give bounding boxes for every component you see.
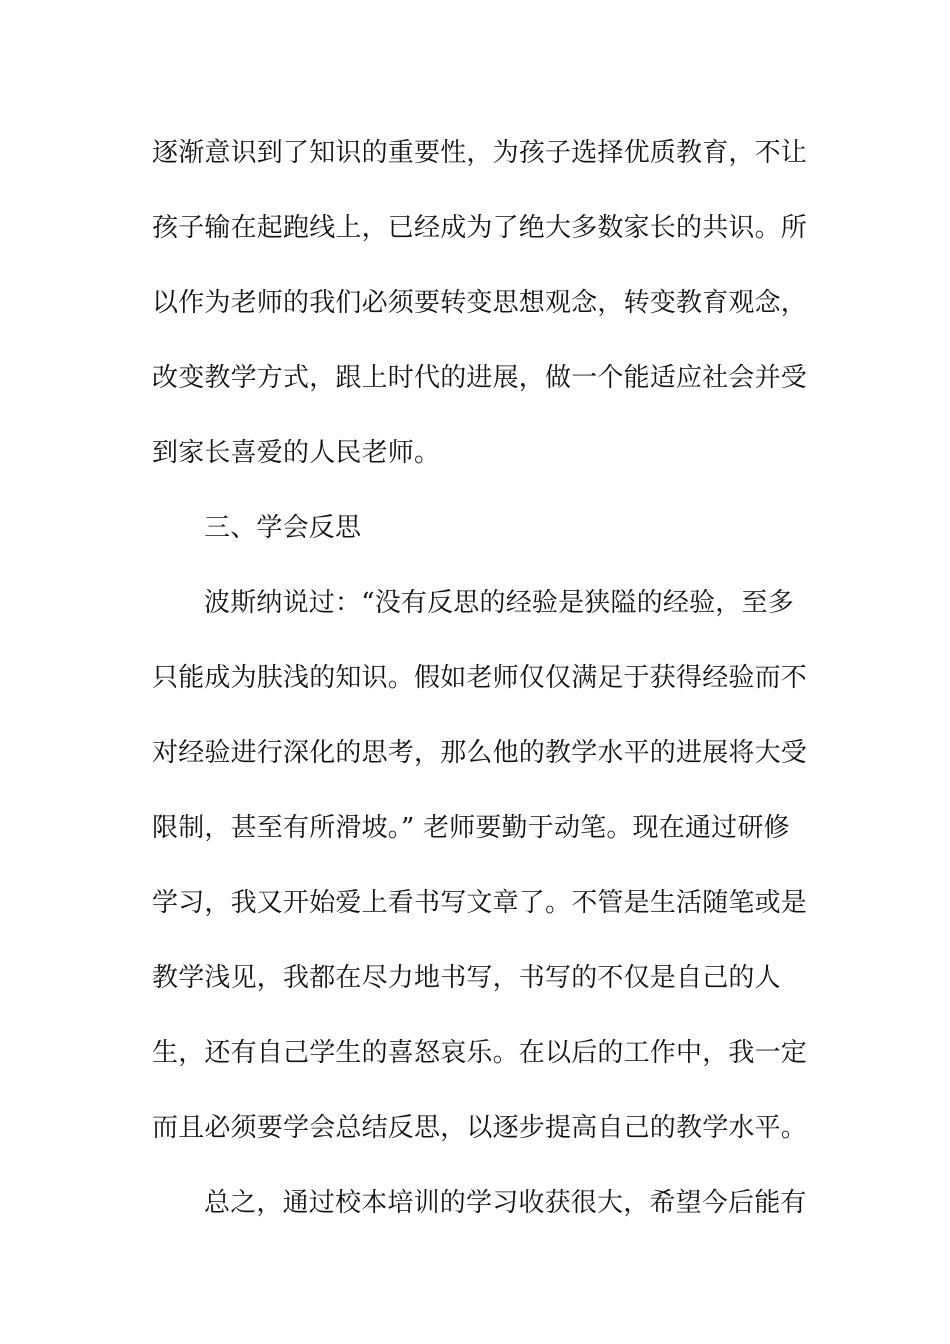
text-line-10: 限制，甚至有所滑坡。” 老师要勤于动笔。现在通过研修 <box>152 813 790 843</box>
text-line-3: 以作为老师的我们必须要转变思想观念，转变教育观念， <box>152 288 808 318</box>
text-line-9: 对经验进行深化的思考，那么他的教学水平的进展将大受 <box>152 738 808 768</box>
section-heading: 三、学会反思 <box>204 513 362 543</box>
text-line-14: 而且必须要学会总结反思，以逐步提高自己的教学水平。 <box>152 1113 808 1143</box>
text-line-13: 生，还有自己学生的喜怒哀乐。在以后的工作中，我一定 <box>152 1038 808 1068</box>
text-line-8: 只能成为肤浅的知识。假如老师仅仅满足于获得经验而不 <box>152 663 808 693</box>
text-line-1: 逐渐意识到了知识的重要性，为孩子选择优质教育，不让 <box>152 138 808 168</box>
text-line-11: 学习，我又开始爱上看书写文章了。不管是生活随笔或是 <box>152 888 808 918</box>
text-line-12: 教学浅见，我都在尽力地书写，书写的不仅是自己的人 <box>152 963 781 993</box>
text-line-4: 改变教学方式，跟上时代的进展，做一个能适应社会并受 <box>152 363 808 393</box>
text-line-15: 总之，通过校本培训的学习收获很大，希望今后能有 <box>204 1188 807 1218</box>
text-line-7: 波斯纳说过：“没有反思的经验是狭隘的经验，至多 <box>204 588 794 618</box>
text-line-2: 孩子输在起跑线上，已经成为了绝大多数家长的共识。所 <box>152 213 808 243</box>
text-line-5: 到家长喜爱的人民老师。 <box>152 438 441 468</box>
